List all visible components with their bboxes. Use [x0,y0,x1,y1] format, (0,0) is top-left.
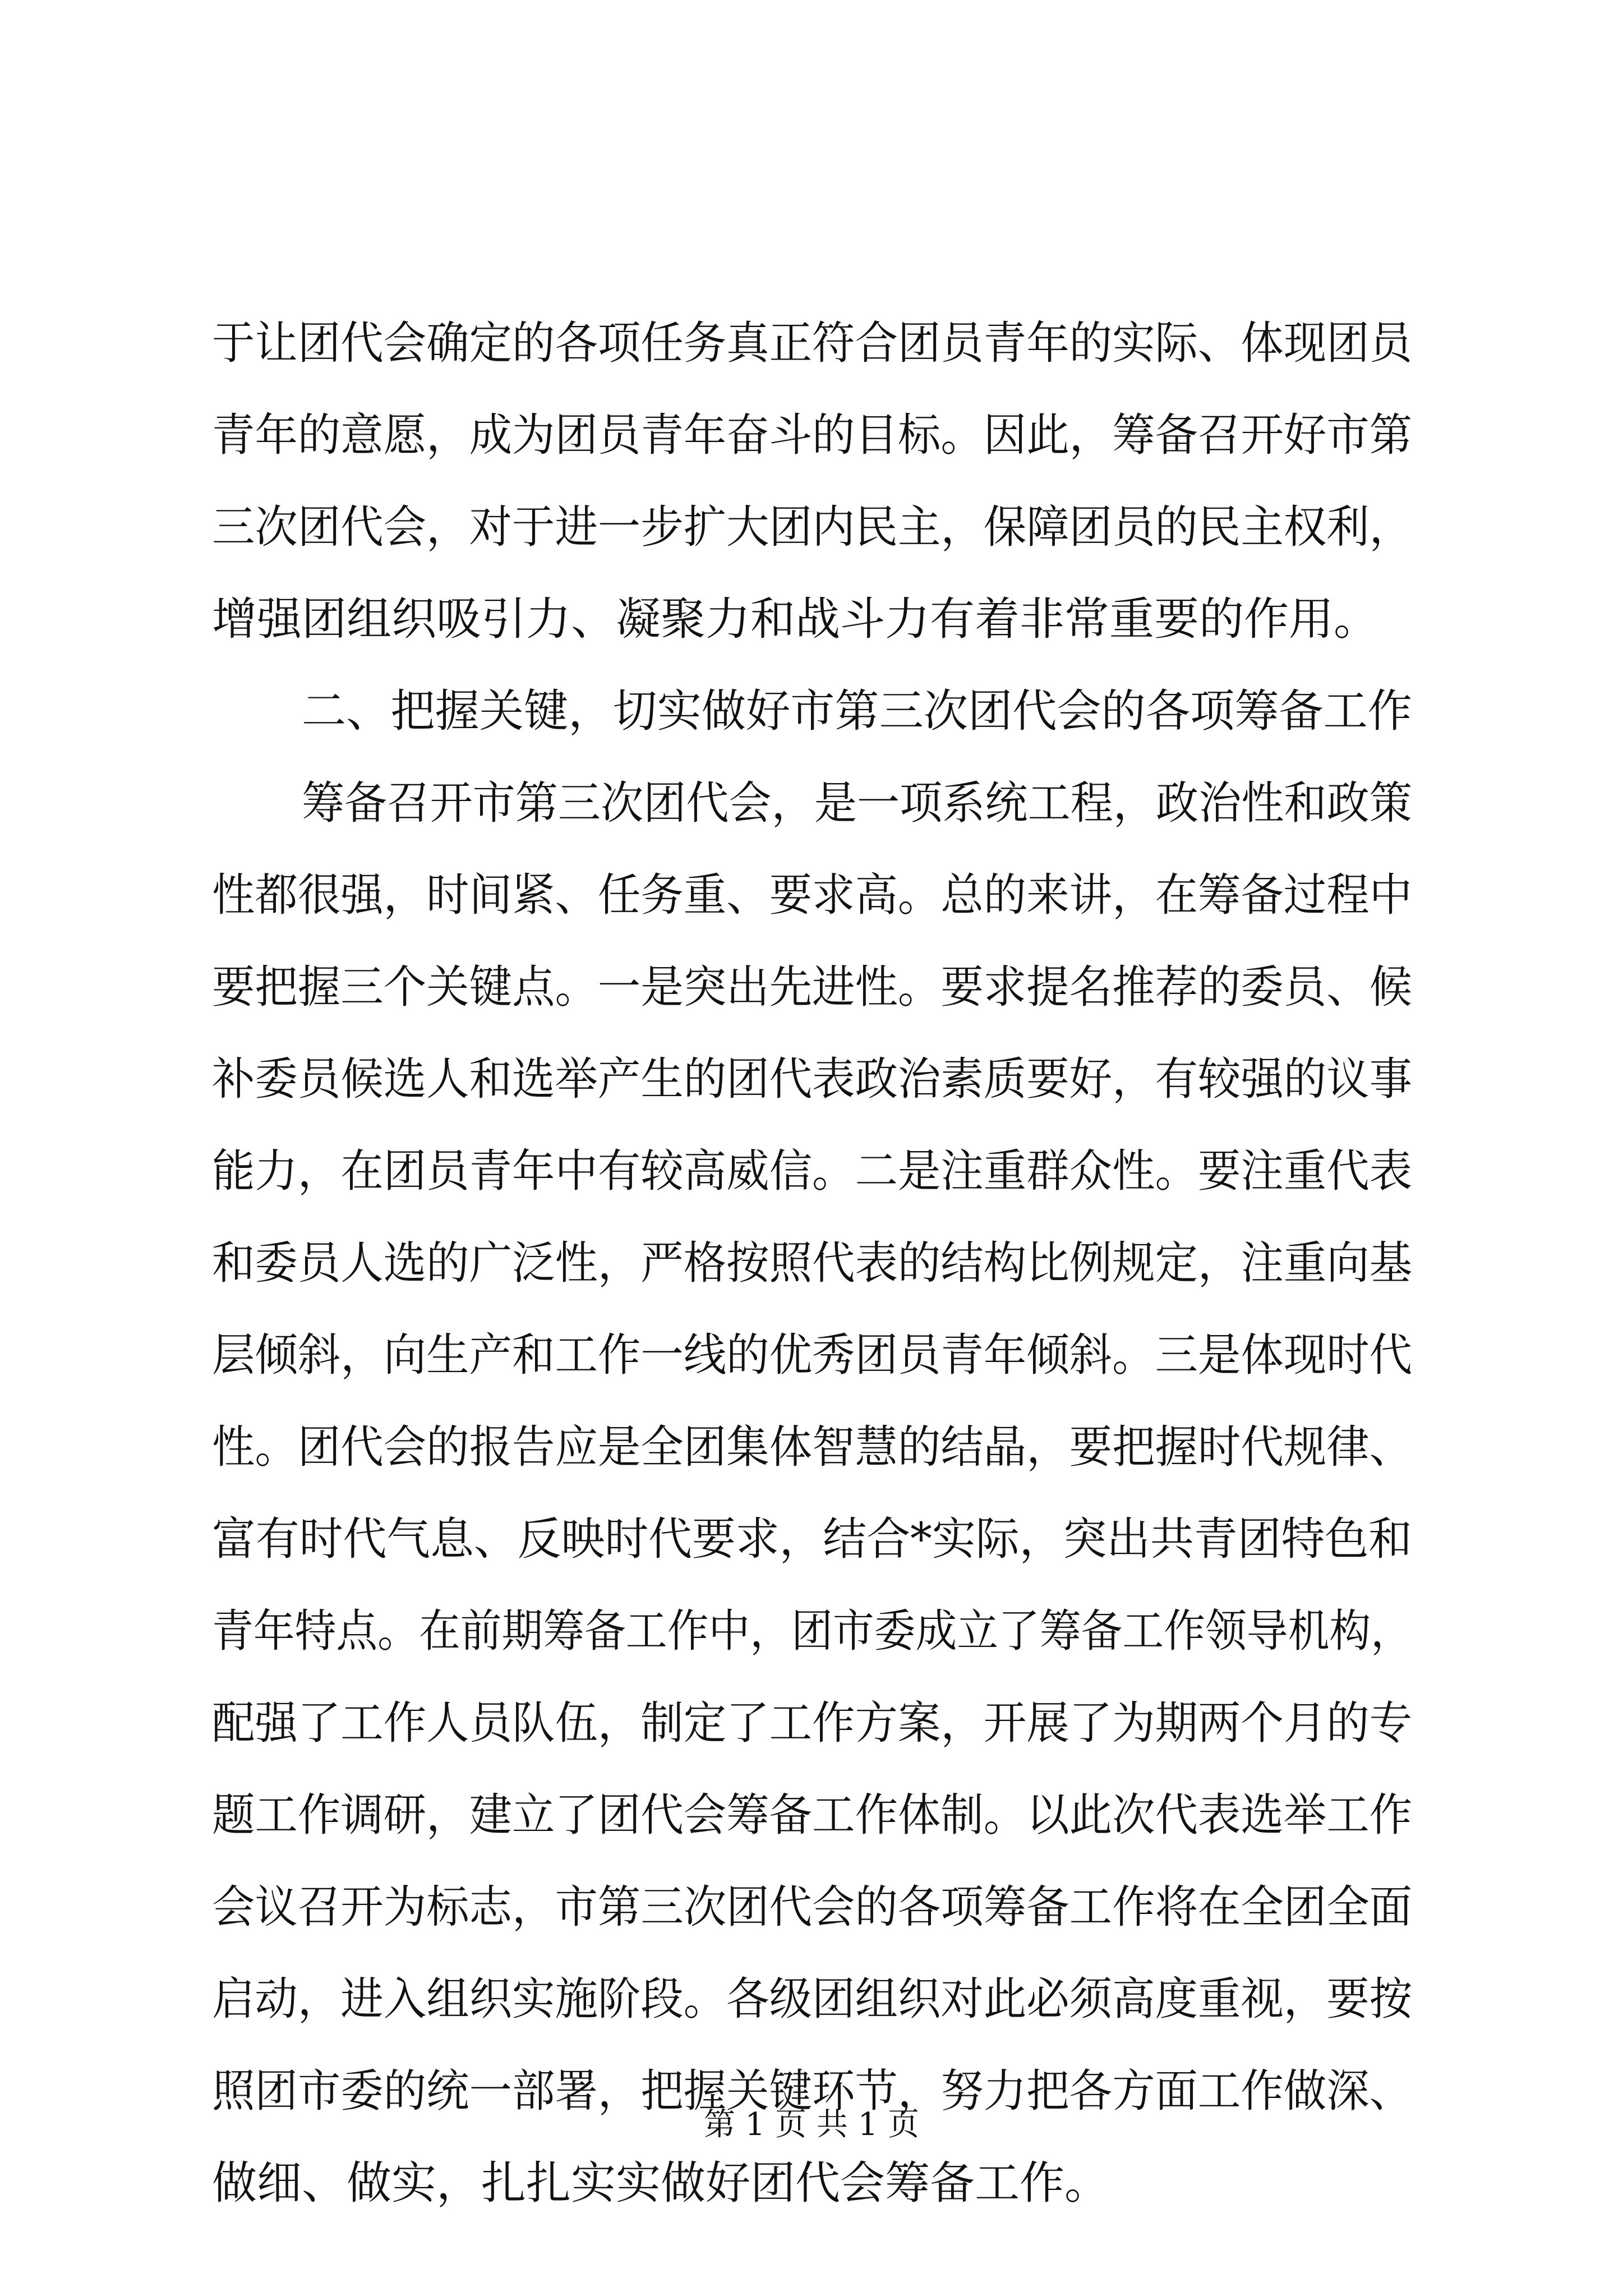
text-line: 筹备召开市第三次团代会，是一项系统工程，政治性和政策 [302,777,1412,829]
text-line: 青年的意愿，成为团员青年奋斗的目标。因此，筹备召开好市第 [212,409,1412,461]
text-line: 照团市委的统一部署，把握关键环节，努力把各方面工作做深、 [212,2065,1412,2117]
text-line: 青年特点。在前期筹备工作中，团市委成立了筹备工作领导机构， [212,1605,1412,1657]
text-line: 层倾斜，向生产和工作一线的优秀团员青年倾斜。三是体现时代 [212,1329,1412,1381]
text-line: 三次团代会，对于进一步扩大团内民主，保障团员的民主权利， [212,501,1412,553]
section-heading: 二、把握关键，切实做好市第三次团代会的各项筹备工作 [302,685,1412,737]
text-line: 增强团组织吸引力、凝聚力和战斗力有着非常重要的作用。 [212,593,1378,645]
text-line: 性。团代会的报告应是全团集体智慧的结晶，要把握时代规律、 [212,1421,1412,1473]
text-line: 能力，在团员青年中有较高威信。二是注重群众性。要注重代表 [212,1145,1412,1197]
text-line: 富有时代气息、反映时代要求，结合*实际，突出共青团特色和 [212,1513,1412,1565]
text-line: 补委员候选人和选举产生的团代表政治素质要好，有较强的议事 [212,1053,1412,1105]
text-line: 题工作调研，建立了团代会筹备工作体制。以此次代表选举工作 [212,1789,1412,1841]
text-line: 于让团代会确定的各项任务真正符合团员青年的实际、体现团员 [212,317,1412,369]
page-number-footer: 第 1 页 共 1 页 [703,2106,920,2143]
text-line: 和委员人选的广泛性，严格按照代表的结构比例规定，注重向基 [212,1237,1412,1289]
text-line: 会议召开为标志，市第三次团代会的各项筹备工作将在全团全面 [212,1881,1412,1933]
text-line: 启动，进入组织实施阶段。各级团组织对此必须高度重视，要按 [212,1973,1412,2025]
text-line: 做细、做实，扎扎实实做好团代会筹备工作。 [212,2157,1109,2209]
text-line: 要把握三个关键点。一是突出先进性。要求提名推荐的委员、候 [212,961,1412,1013]
text-line: 配强了工作人员队伍，制定了工作方案，开展了为期两个月的专 [212,1697,1412,1749]
document-body [212,297,1412,2229]
text-line: 性都很强，时间紧、任务重、要求高。总的来讲，在筹备过程中 [212,869,1412,921]
